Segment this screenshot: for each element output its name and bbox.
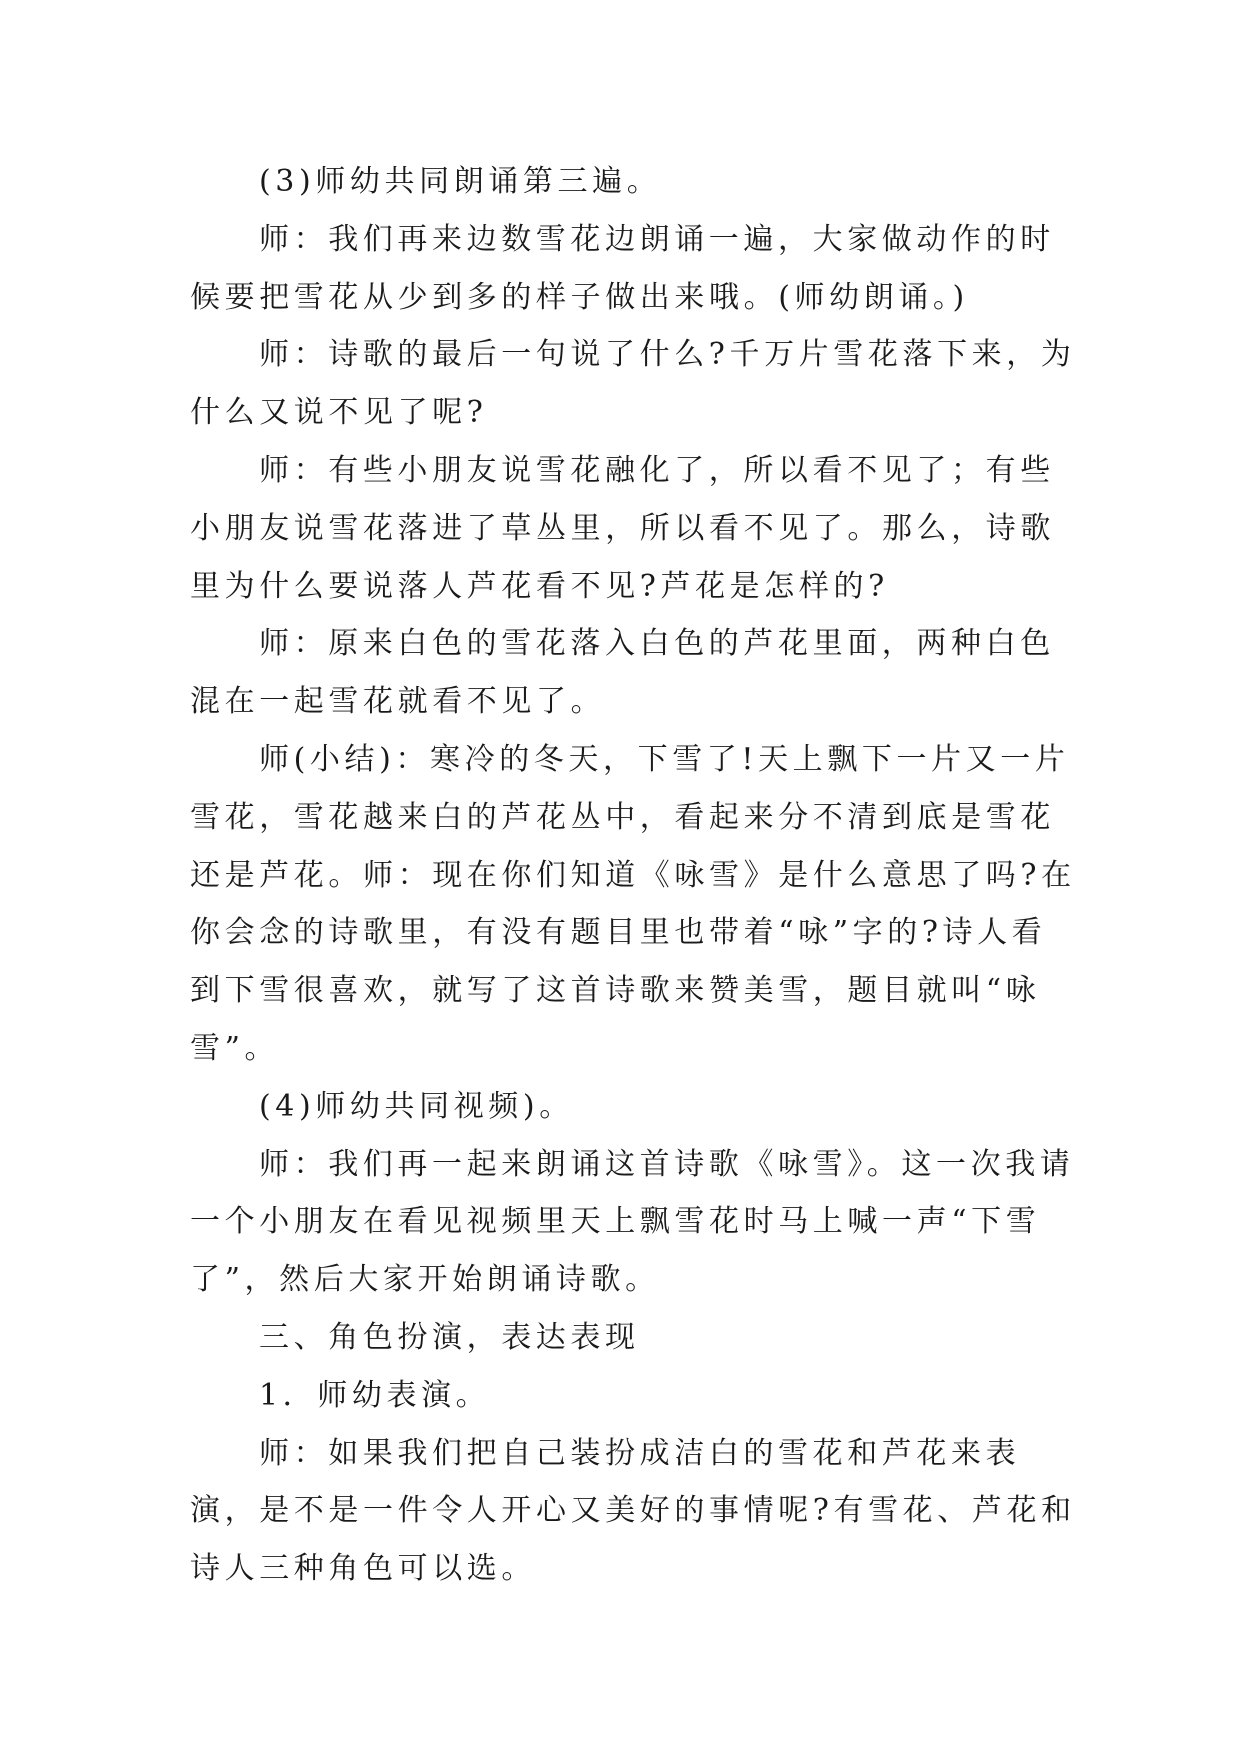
paragraph-11: 师：如果我们把自己装扮成洁白的雪花和芦花来表演，是不是一件令人开心又美好的事情呢?有雪花、芦花和诗人三种角色可以选。 bbox=[190, 1435, 1076, 1587]
paragraph-3: 师：诗歌的最后一句说了什么?千万片雪花落下来，为什么又说不见了呢? bbox=[190, 337, 1076, 431]
paragraph-7: (4)师幼共同视频)。 bbox=[259, 1088, 574, 1124]
paragraph-4: 师：有些小朋友说雪花融化了，所以看不见了；有些小朋友说雪花落进了草丛里，所以看不见了。那么，诗歌里为什么要说落人芦花看不见?芦花是怎样的? bbox=[190, 452, 1055, 604]
paragraph-2: 师：我们再来边数雪花边朗诵一遍，大家做动作的时候要把雪花从少到多的样子做出来哦。(师幼朗诵。) bbox=[190, 221, 1055, 315]
paragraph-1: (3)师幼共同朗诵第三遍。 bbox=[259, 164, 662, 199]
body-text bbox=[190, 153, 1080, 1598]
paragraph-8: 师：我们再一起来朗诵这首诗歌《咏雪》。这一次我请一个小朋友在看见视频里天上飘雪花时马上喊一声“下雪了”，然后大家开始朗诵诗歌。 bbox=[190, 1146, 1075, 1298]
paragraph-10: 1．师幼表演。 bbox=[259, 1377, 491, 1413]
section-heading: 三、角色扮演，表达表现 bbox=[259, 1319, 640, 1355]
paragraph-6: 师(小结)：寒冷的冬天，下雪了!天上飘下一片又一片雪花，雪花越来白的芦花丛中，看起来分不清到底是雪花还是芦花。师：现在你们知道《咏雪》是什么意思了吗?在你会念的诗歌里，有没有题目里也带着“咏”字的?诗人看到下雪很喜欢，就写了这首诗歌来赞美雪，题目就叫“咏雪”。 bbox=[190, 741, 1076, 1066]
paragraph-5: 师：原来白色的雪花落入白色的芦花里面，两种白色混在一起雪花就看不见了。 bbox=[190, 626, 1055, 720]
